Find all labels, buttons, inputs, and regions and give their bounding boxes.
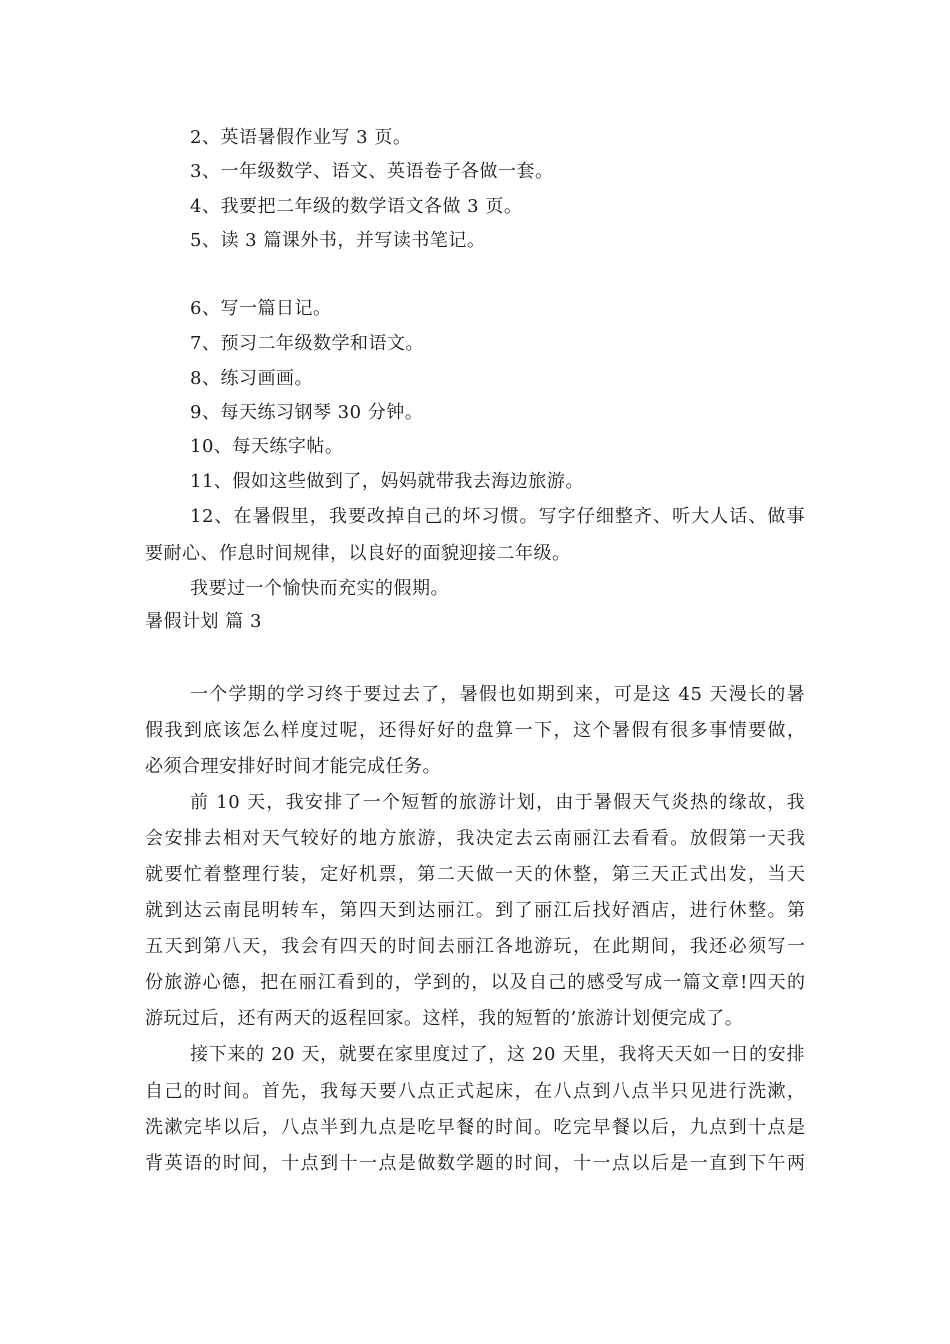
list-item: 10、每天练字帖。 — [190, 436, 344, 457]
list-item: 3、一年级数学、语文、英语卷子各做一套。 — [190, 161, 554, 182]
list-item: 5、读 3 篇课外书，并写读书笔记。 — [190, 230, 486, 251]
paragraph-3-line: 接下来的 20 天，就要在家里度过了，这 20 天里，我将天天如一日的安排 — [190, 1044, 805, 1065]
paragraph-3-line: 背英语的时间，十点到十一点是做数学题的时间，十一点以后是一直到下午两 — [145, 1153, 805, 1174]
list-item: 4、我要把二年级的数学语文各做 3 页。 — [190, 196, 523, 217]
paragraph-1-line: 一个学期的学习终于要过去了，暑假也如期到来，可是这 45 天漫长的暑 — [190, 684, 805, 705]
list-item: 7、预习二年级数学和语文。 — [190, 333, 424, 354]
paragraph-2-line: 份旅游心德，把在丽江看到的，学到的，以及自己的感受写成一篇文章!四天的 — [145, 972, 805, 993]
paragraph-1-line: 必须合理安排好时间才能完成任务。 — [145, 756, 441, 777]
list-item-12-line1: 12、在暑假里，我要改掉自己的坏习惯。写字仔细整齐、听大人话、做事 — [190, 506, 805, 527]
list-item: 11、假如这些做到了，妈妈就带我去海边旅游。 — [190, 471, 584, 492]
paragraph-2-line: 就要忙着整理行装，定好机票，第二天做一天的休整，第三天正式出发，当天 — [145, 864, 805, 885]
list-item-12-line2: 要耐心、作息时间规律，以良好的面貌迎接二年级。 — [145, 543, 571, 564]
paragraph-2-line: 会安排去相对天气较好的地方旅游，我决定去云南丽江去看看。放假第一天我 — [145, 828, 805, 849]
list-item: 6、写一篇日记。 — [190, 298, 332, 319]
paragraph-2-line: 就到达云南昆明转车，第四天到达丽江。到了丽江后找好酒店，进行休整。第 — [145, 900, 805, 921]
paragraph-2-line: 前 10 天，我安排了一个短暂的旅游计划，由于暑假天气炎热的缘故，我 — [190, 792, 805, 813]
list-item: 9、每天练习钢琴 30 分钟。 — [190, 402, 424, 423]
paragraph-2-line: 游玩过后，还有两天的返程回家。这样，我的短暂的’旅游计划便完成了。 — [145, 1008, 744, 1029]
paragraph-3-line: 洗漱完毕以后，八点半到九点是吃早餐的时间。吃完早餐以后，九点到十点是 — [145, 1117, 805, 1138]
closing-sentence: 我要过一个愉快而充实的假期。 — [190, 578, 449, 599]
list-item: 8、练习画画。 — [190, 368, 313, 389]
section-title: 暑假计划 篇 3 — [145, 611, 262, 632]
list-item: 2、英语暑假作业写 3 页。 — [190, 127, 412, 148]
paragraph-1-line: 假我到底该怎么样度过呢，还得好好的盘算一下，这个暑假有很多事情要做， — [145, 720, 805, 741]
paragraph-3-line: 自己的时间。首先，我每天要八点正式起床，在八点到八点半只见进行洗漱， — [145, 1081, 805, 1102]
paragraph-2-line: 五天到第八天，我会有四天的时间去丽江各地游玩，在此期间，我还必须写一 — [145, 936, 805, 957]
